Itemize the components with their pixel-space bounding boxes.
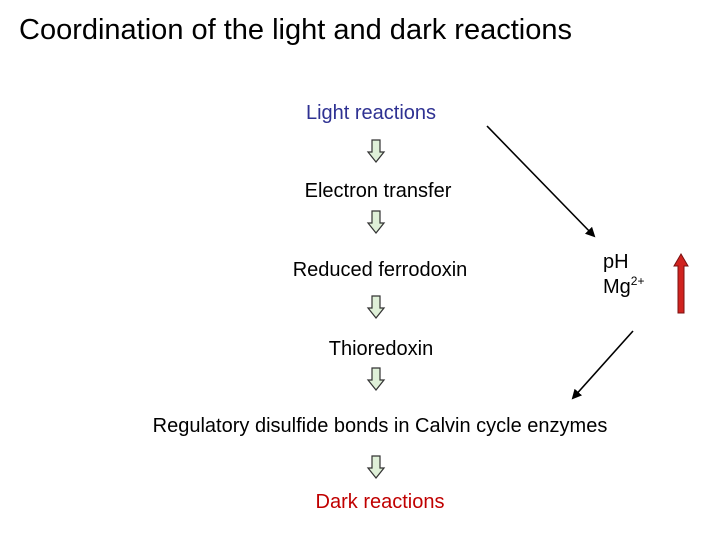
down-arrow-5	[368, 456, 384, 478]
mg-symbol: Mg	[603, 276, 631, 298]
electron-transfer-label: Electron transfer	[304, 180, 452, 202]
thioredoxin-label: Thioredoxin	[328, 338, 434, 360]
ph-mg-label	[603, 250, 644, 300]
increase-arrow-icon	[674, 254, 688, 313]
regulatory-disulfide-label: Regulatory disulfide bonds in Calvin cycle enzymes	[152, 415, 608, 437]
arrow-light-to-ph	[487, 126, 594, 236]
down-arrow-3	[368, 296, 384, 318]
dark-reactions-label: Dark reactions	[315, 491, 445, 513]
mg-text	[603, 275, 644, 300]
arrow-ph-to-enzymes	[573, 331, 633, 398]
slide-title: Coordination of the light and dark reactions	[19, 14, 572, 46]
down-arrow-2	[368, 211, 384, 233]
reduced-ferredoxin-label: Reduced ferrodoxin	[292, 259, 468, 281]
down-arrow-1	[368, 140, 384, 162]
down-arrow-4	[368, 368, 384, 390]
ph-text: pH	[603, 251, 629, 273]
light-reactions-label: Light reactions	[305, 102, 437, 124]
mg-charge: 2+	[630, 274, 645, 288]
